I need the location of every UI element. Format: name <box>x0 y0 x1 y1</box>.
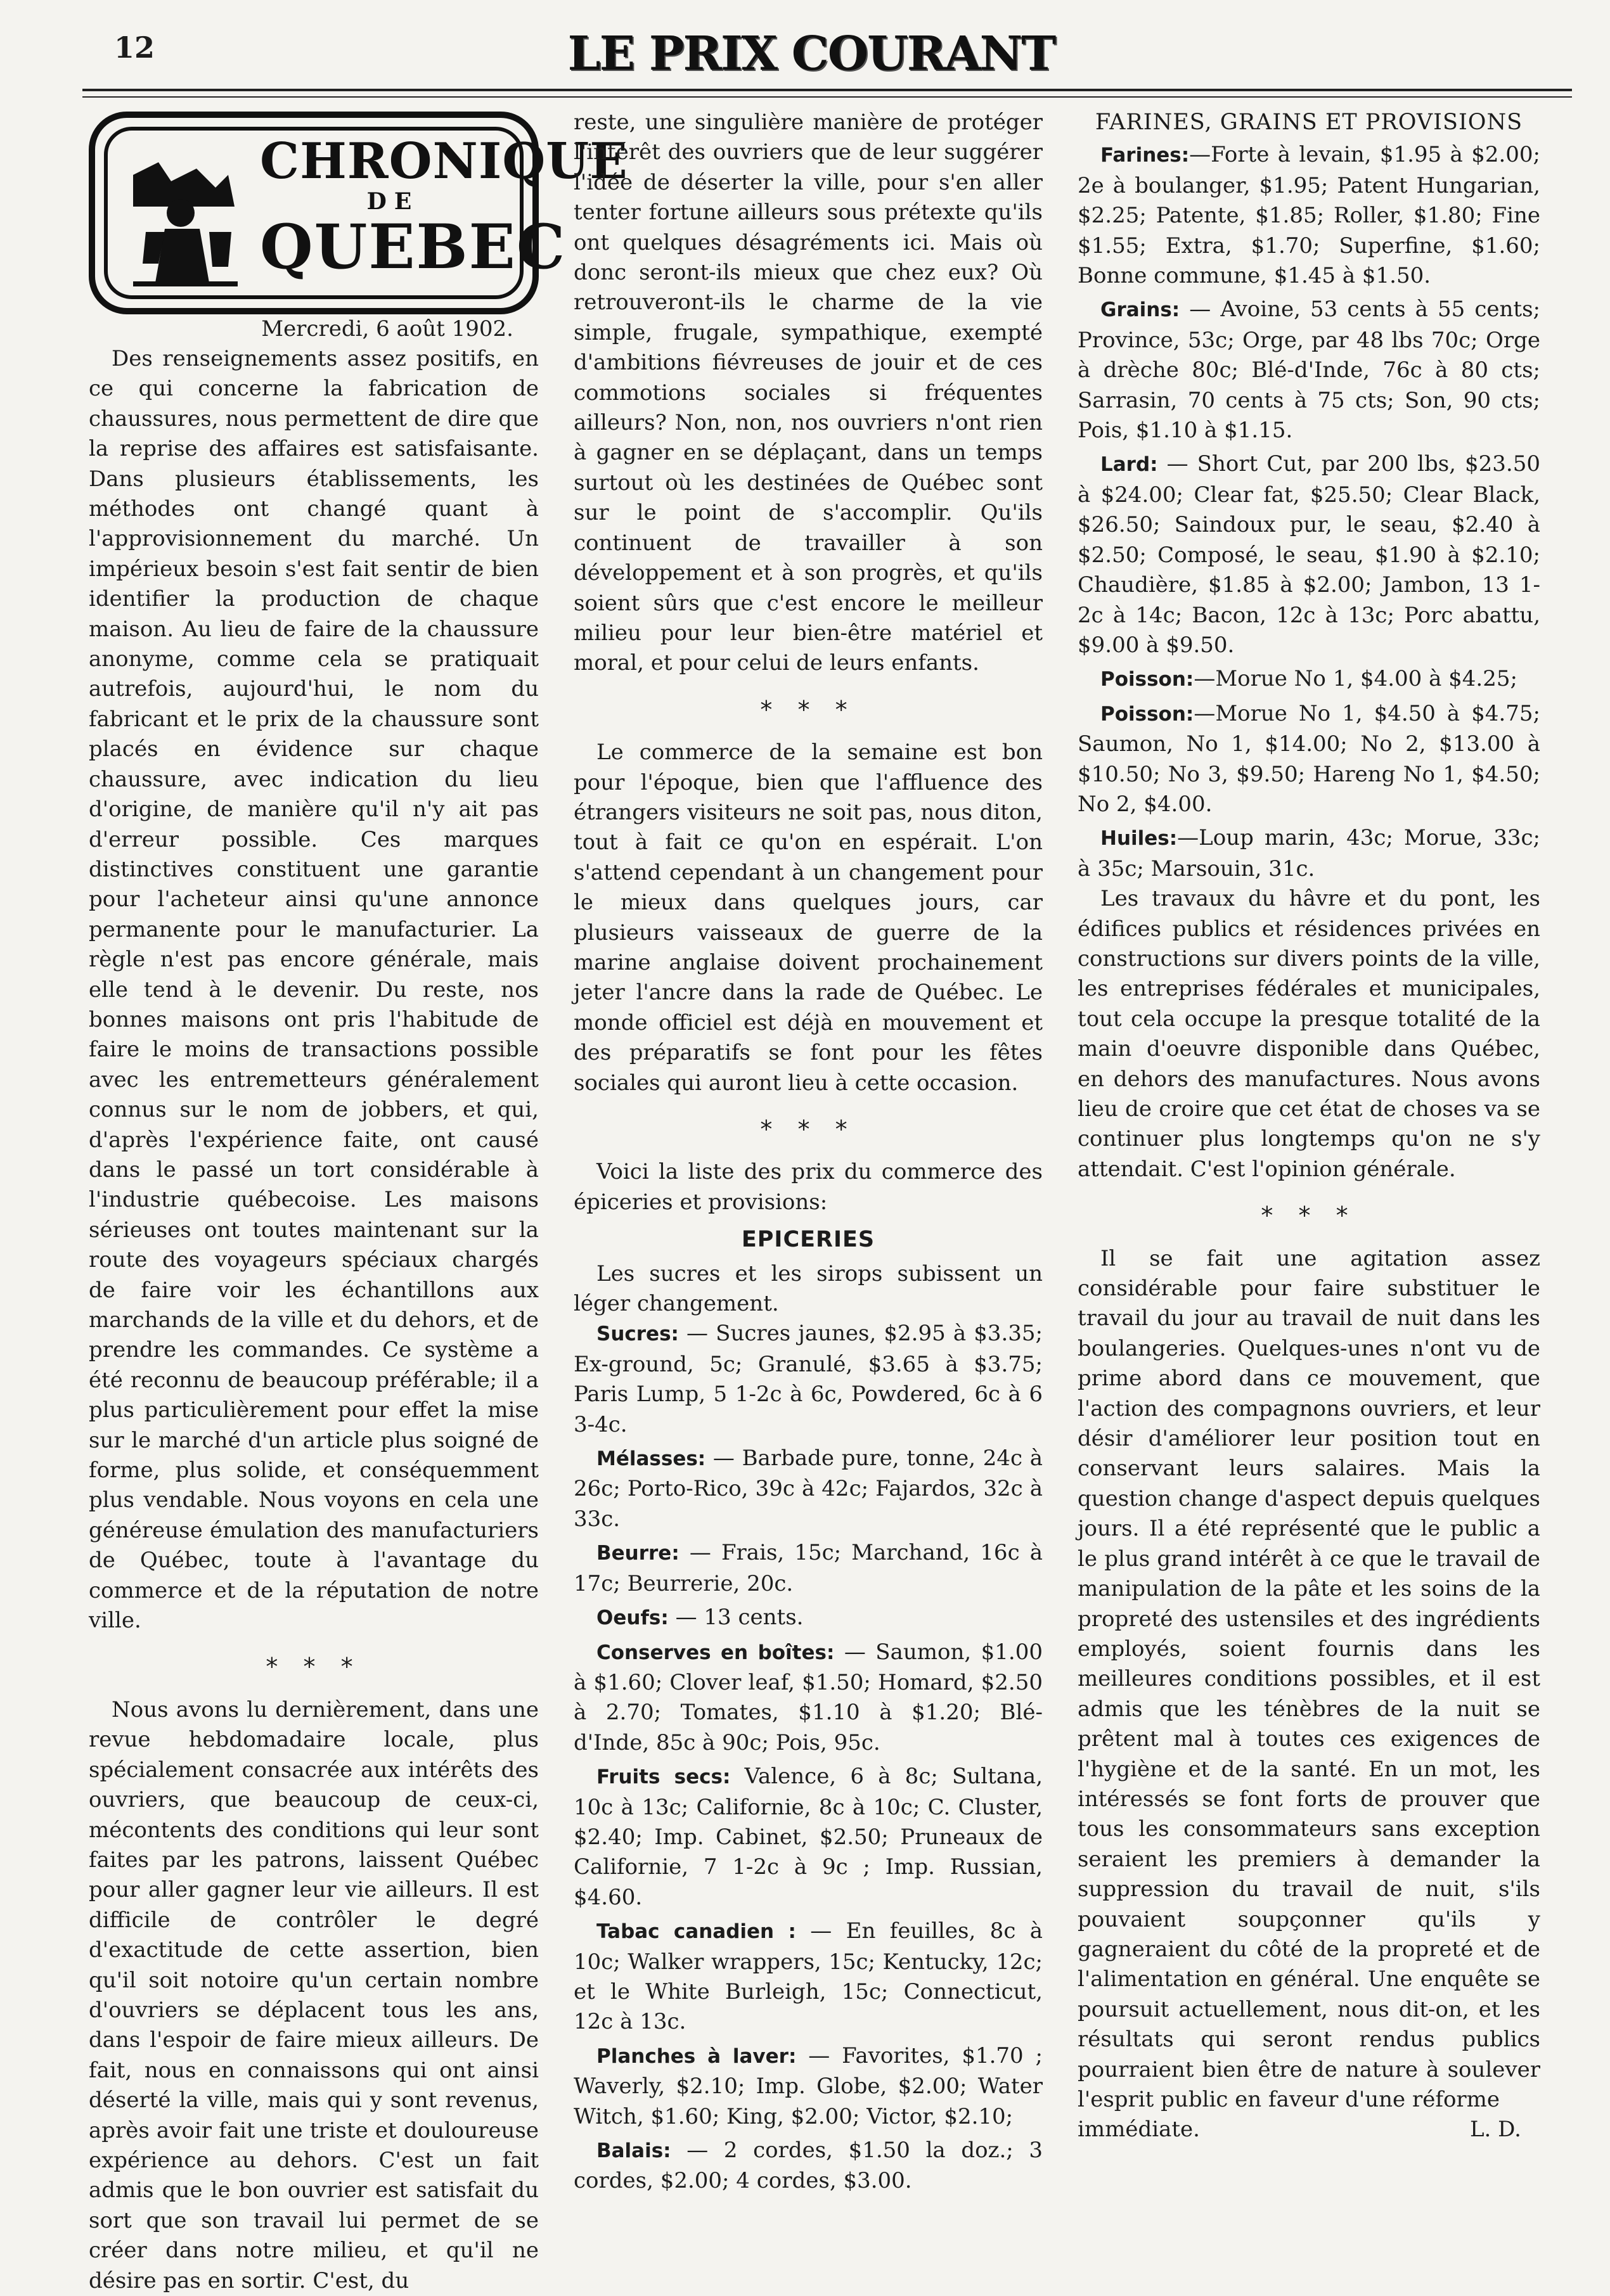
price-entry <box>574 1638 1043 1759</box>
price-entry-text: —Morue No 1, $4.50 à $4.75; Saumon, No 1, $14.00; No 2, $13.00 à $10.50; No 3, $9.50; Hareng No 1, $4.50; No 2, $4.00. <box>1078 700 1540 817</box>
section-separator: * * * <box>266 1653 362 1681</box>
article-paragraph: reste, une singulière manière de protéger l'intérêt des ouvriers que de leur suggérer l'idée de déserter la ville, pour s'en aller tenter fortune ailleurs sous prétexte qu'ils ont quelques désagréments ici. Mais où donc seront-ils mieux que chez eux? Où retrouveront-ils le charme de la vie simple, frugale, sympathique, exempté d'ambitions fiévreuses de jouir et de ces commotions sociales si fréquentes ailleurs? Non, non, nos ouvriers n'ont rien à gagner en se déplaçant, dans un temps surtout où les destinées de Québec sont sur le point de s'accomplir. Qu'ils continuent de travailler à son développement et à son progrès, et qu'ils soient sûrs que c'est encore le meilleur milieu pour leur bien-être matériel et moral, et pour celui de leurs enfants. <box>574 110 1043 676</box>
article-paragraph: Des renseignements assez positifs, en ce qui concerne la fabrication de chaussures, nous permettent de dire que la reprise des affaires est satisfaisante. Dans plusieurs établissements, les méthodes ont changé quant à l'approvisionnement du marché. Un impérieux besoin s'est fait sentir de bien identifier la production de chaque maison. Au lieu de faire de la chaussure anonyme, comme cela se pratiquait autrefois, aujourd'hui, le nom du fabricant et le prix de la chaussure sont placés en évidence sur chaque chaussure, avec indication du lieu d'origine, de manière qu'il n'y ait pas d'erreur possible. Ces marques distinctives constituent une garantie pour l'acheteur ainsi qu'une annonce permanente pour le manufacturier. La règle n'est pas encore générale, mais elle tend à le devenir. Du reste, nos bonnes maisons ont pris l'habitude de faire le moins de transactions possible avec les entremetteurs généralement connus sur le nom de jobbers, et qui, d'après l'expérience faite, ont causé dans le passé un tort considérable à l'industrie québecoise. Les maisons sérieuses ont toutes maintenant sur la route des voyageurs spéciaux chargés de faire voir les échantillons aux marchands de la ville et du dehors, et de prendre les commandes. Ce système a été reconnu de beaucoup préférable; il a plus particulièrement pour effet la mise sur le marché d'un article plus soigné de forme, plus solide, et conséquemment plus vendable. Nous voyons en cela une généreuse émulation des manufacturiers de Québec, toute à l'avantage du commerce et de la réputation de notre ville. <box>89 346 539 1634</box>
price-entry <box>574 2136 1043 2197</box>
article-paragraph: Il se fait une agitation assez considérable pour faire substituer le travail du jour au travail de nuit dans les boulangeries. Quelques-unes n'ont vu de prime abord dans ce mouvement, que l'action des compagnons ouvriers, et leur désir d'améliorer leur position tout en conservant leurs salaires. Mais la question change d'aspect depuis quelques jours. Il a été représenté que le public a le plus grand intérêt à ce que le travail de manipulation de la pâte et les soins de la propreté des ustensiles et des ingrédients employés, soient fournis dans les meilleures conditions possibles, et il est admis que les ténèbres de la nuit se prêtent mal à toutes ces exigences de l'hygiène et de la santé. En un mot, les intéressés se font forts de prouver que tous les consommateurs sans exception seraient les premiers à demander la suppression du travail de nuit, s'ils pouvaient soupçonner qu'ils y gagneraient du côté de la propreté et de l'alimentation en général. Une enquête se poursuit actuellement, nous dit-on, et les résultats qui seront rendus publics pourraient bien être de nature à soulever l'esprit public en faveur d'une réforme <box>1078 1245 1540 2112</box>
masthead: LE PRIX COURANT <box>634 19 989 91</box>
price-entry <box>574 1603 1043 1633</box>
column-2 <box>574 108 1043 2197</box>
price-entry <box>574 1319 1043 1440</box>
price-entry-label: Mélasses: <box>596 1447 706 1471</box>
price-entry-label: Farines: <box>1100 144 1190 167</box>
price-entry <box>1078 449 1540 660</box>
price-entry <box>574 1538 1043 1599</box>
price-list <box>1078 140 1540 884</box>
price-entry-text: — 13 cents. <box>668 1605 804 1631</box>
price-entry <box>1078 664 1540 695</box>
price-entry <box>1078 295 1540 446</box>
section-separator: * * * <box>760 695 856 724</box>
page-number: 12 <box>114 30 155 65</box>
price-entry-label: Tabac canadien : <box>596 1920 796 1944</box>
price-entry-label: Grains: <box>1100 298 1180 322</box>
price-entry-text: Valence, 6 à 8c; Sultana, 10c à 13c; Californie, 8c à 10c; C. Cluster, $2.40; Imp. Cabinet, $2.50; Pruneaux de Californie, 7 1-2c à 9c ; Imp. Russian, $4.60. <box>574 1764 1043 1910</box>
logo-line-2: DE <box>366 188 420 215</box>
price-entry-label: Huiles: <box>1100 827 1178 850</box>
price-entry-text: —Loup marin, 43c; Morue, 33c; à 35c; Marsouin, 31c. <box>1078 825 1540 882</box>
closing-line <box>1078 2115 1540 2145</box>
section-title-farines: FARINES, GRAINS ET PROVISIONS <box>1095 110 1523 135</box>
price-entry-text: — Sucres jaunes, $2.95 à $3.35; Ex-ground, 5c; Granulé, $3.65 à $3.75; Paris Lump, 5 1-2c à 6c, Powdered, 6c à 6 3-4c. <box>574 1321 1043 1437</box>
price-entry-text: —Forte à levain, $1.95 à $2.00; 2e à boulanger, $1.95; Patent Hungarian, $2.25; Patente, $1.85; Roller, $1.80; Fine $1.55; Extra, $1.70; Superfine, $1.60; Bonne commune, $1.45 à $1.50. <box>1078 142 1540 289</box>
price-entry <box>574 1444 1043 1534</box>
price-entry-text: — Frais, 15c; Marchand, 16c à 17c; Beurrerie, 20c. <box>574 1540 1043 1596</box>
price-entry-text: —Morue No 1, $4.00 à $4.25; <box>1194 666 1517 692</box>
section-separator: * * * <box>760 1115 856 1143</box>
price-entry <box>1078 140 1540 291</box>
section-title-epiceries: EPICERIES <box>741 1227 875 1253</box>
logo-line-3: QUEBEC <box>260 211 567 283</box>
section-intro: Les sucres et les sirops subissent un léger changement. <box>574 1260 1043 1317</box>
price-entry-label: Poisson: <box>1100 702 1194 726</box>
price-list <box>574 1319 1043 2196</box>
price-entry-text: — Favorites, $1.70 ; Waverly, $2.10; Imp. Globe, $2.00; Water Witch, $1.60; King, $2.00; Victor, $2.10; <box>574 2043 1043 2129</box>
dateline: Mercredi, 6 août 1902. <box>261 316 513 342</box>
price-entry <box>574 1762 1043 1913</box>
article-paragraph: Les travaux du hâvre et du pont, les édifices publics et résidences privées en constructions sur divers points de la ville, les entreprises fédérales et municipales, tout cela occupe la presque totalité de la main d'oeuvre disponible dans Québec, en dehors des manufactures. Nous avons lieu de croire que cet état de choses va se continuer plus longtemps qu'on ne s'y attendait. C'est l'opinion générale. <box>1078 886 1540 1182</box>
price-entry-text: — 2 cordes, $1.50 la doz.; 3 cordes, $2.00; 4 cordes, $3.00. <box>574 2138 1043 2194</box>
author-signature: L. D. <box>1469 2117 1521 2143</box>
price-entry-label: Conserves en boîtes: <box>596 1641 835 1664</box>
article-paragraph: Voici la liste des prix du commerce des épiceries et provisions: <box>574 1159 1043 1215</box>
price-entry <box>1078 823 1540 884</box>
price-entry <box>574 2041 1043 2132</box>
header-rule-thin <box>82 96 1572 98</box>
price-entry-text: — Barbade pure, tonne, 24c à 26c; Porto-Rico, 39c à 42c; Fajardos, 32c à 33c. <box>574 1446 1043 1532</box>
logo-line-1: CHRONIQUE <box>260 132 628 190</box>
price-entry-label: Oeufs: <box>596 1607 669 1630</box>
price-entry <box>1078 699 1540 820</box>
price-entry-text: — Short Cut, par 200 lbs, $23.50 à $24.00; Clear fat, $25.50; Clear Black, $26.50; Saindoux pur, le seau, $2.40 à $2.50; Composé, le seau, $1.90 à $2.10; Chaudière, $1.85 à $2.00; Jambon, 13 1-2c à 14c; Bacon, 12c à 13c; Porc abattu, $9.00 à $9.50. <box>1078 451 1540 658</box>
price-entry-label: Poisson: <box>1100 668 1194 691</box>
header-rule <box>82 89 1572 91</box>
price-entry-label: Sucres: <box>596 1323 679 1346</box>
price-entry-text: — Saumon, $1.00 à $1.60; Clover leaf, $1.50; Homard, $2.50 à 2.70; Tomates, $1.10 à $1.20; Blé-d'Inde, 85c à 90c; Pois, 95c. <box>574 1639 1043 1755</box>
price-entry-text: — Avoine, 53 cents à 55 cents; Province, 53c; Orge, par 48 lbs 70c; Orge à drèche 80c; Blé-d'Inde, 76c à 80 cts; Sarrasin, 70 cents à 75 cts; Son, 90 cts; Pois, $1.10 à $1.15. <box>1078 297 1540 444</box>
figure-illustration-icon <box>120 137 247 289</box>
column-3 <box>1078 108 1540 2145</box>
price-entry-label: Balais: <box>596 2139 671 2162</box>
price-entry-label: Planches à laver: <box>596 2044 797 2068</box>
article-paragraph: Le commerce de la semaine est bon pour l'époque, bien que l'affluence des étrangers visiteurs ne soit pas, nous diton, tout à fait ce qu'on en espérait. L'on s'attend cependant à un changement pour le mieux dans quelques jours, car plusieurs vaisseaux de guerre de la marine anglaise doivent prochainement jeter l'ancre dans la rade de Québec. Le monde officiel est déjà en mouvement et des préparatifs se font pour les fêtes sociales qui auront lieu à cette occasion. <box>574 740 1043 1096</box>
price-entry <box>574 1916 1043 2037</box>
column-1 <box>89 112 628 2296</box>
closing-word: immédiate. <box>1078 2117 1200 2143</box>
section-separator: * * * <box>1261 1202 1357 1230</box>
price-entry-label: Fruits secs: <box>596 1766 731 1789</box>
article-paragraph: Nous avons lu dernièrement, dans une revue hebdomadaire locale, plus spécialement consacrée aux intérêts des ouvriers, que beaucoup de ceux-ci, mécontents des conditions qui leur sont faites par les patrons, laissent Québec pour aller gagner leur vie ailleurs. Il est difficile de contrôler le degré d'exactitude de cette assertion, bien qu'il soit notoire qu'un certain nombre d'ouvriers se déplacent tous les ans, dans l'espoir de faire mieux ailleurs. De fait, nous en connaissons qui ont ainsi déserté la ville, mais qui y sont revenus, après avoir fait une triste et douloureuse expérience au dehors. C'est un fait admis que le bon ouvrier est satisfait du sort que son travail lui permet de se créer dans notre milieu, et qu'il ne désire pas en sortir. C'est, du <box>89 1696 539 2293</box>
price-entry-text: — En feuilles, 8c à 10c; Walker wrappers, 15c; Kentucky, 12c; et le White Burleigh, 15c; Connecticut, 12c à 13c. <box>574 1918 1043 2035</box>
price-entry-label: Lard: <box>1100 453 1158 477</box>
chronique-logo <box>89 112 628 314</box>
price-entry-label: Beurre: <box>596 1542 679 1565</box>
logo-title <box>260 132 628 283</box>
